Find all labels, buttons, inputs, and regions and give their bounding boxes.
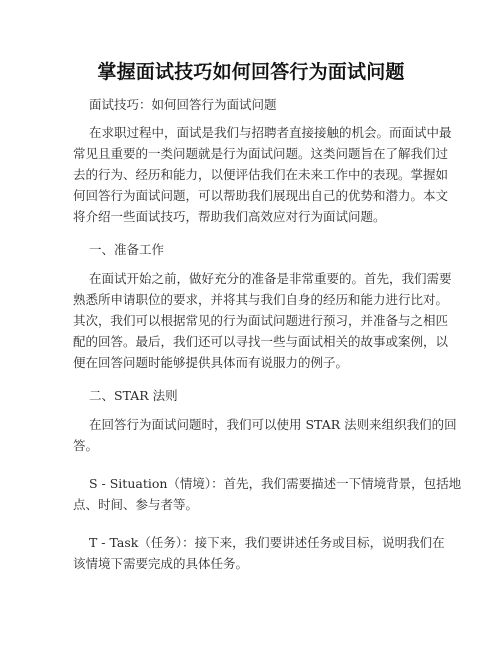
situation-line: 点、时间、参与者等。 bbox=[73, 497, 199, 512]
intro-line: 常见且重要的一类问题就是行为面试问题。这类问题旨在了解我们过 bbox=[73, 146, 449, 161]
preparation-paragraph bbox=[73, 268, 452, 373]
section-heading-preparation bbox=[89, 239, 419, 260]
section-heading-text: 一、准备工作 bbox=[89, 242, 165, 257]
preparation-line: 其次，我们可以根据常见的行为面试问题进行预习，并准备与之相匹 bbox=[73, 313, 449, 328]
subtitle bbox=[89, 94, 419, 115]
page-title: 掌握面试技巧如何回答行为面试问题 bbox=[97, 61, 405, 83]
preparation-line: 在面试开始之前，做好充分的准备是非常重要的。首先，我们需要 bbox=[89, 271, 452, 286]
intro-line: 去的行为、经历和能力，以便评估我们在未来工作中的表现。掌握如 bbox=[73, 167, 449, 182]
star-situation-paragraph bbox=[73, 473, 462, 515]
intro-paragraph bbox=[73, 122, 452, 227]
preparation-line: 熟悉所申请职位的要求，并将其与我们自身的经历和能力进行比对。 bbox=[73, 292, 449, 307]
task-line: 该情境下需要完成的具体任务。 bbox=[73, 556, 249, 571]
star-line: 在回答行为面试问题时，我们可以使用 STAR 法则来组织我们的回 bbox=[89, 417, 457, 432]
subtitle-text: 面试技巧：如何回答行为面试问题 bbox=[89, 97, 277, 112]
preparation-line: 配的回答。最后，我们还可以寻找一些与面试相关的故事或案例，以 bbox=[73, 334, 449, 349]
preparation-line: 便在回答问题时能够提供具体而有说服力的例子。 bbox=[73, 355, 349, 370]
intro-line: 何回答行为面试问题，可以帮助我们展现出自己的优势和潜力。本文 bbox=[73, 188, 449, 203]
star-task-paragraph bbox=[73, 532, 445, 574]
situation-line: S - Situation（情境）：首先，我们需要描述一下情境背景，包括地 bbox=[89, 476, 462, 491]
task-line: T - Task（任务）：接下来，我们要讲述任务或目标，说明我们在 bbox=[89, 535, 445, 550]
intro-line: 将介绍一些面试技巧，帮助我们高效应对行为面试问题。 bbox=[73, 209, 386, 224]
intro-line: 在求职过程中，面试是我们与招聘者直接接触的机会。而面试中最 bbox=[89, 125, 452, 140]
section-heading-star bbox=[89, 385, 419, 406]
star-paragraph bbox=[73, 414, 457, 456]
star-line: 答。 bbox=[73, 438, 99, 453]
section-heading-text: 二、STAR 法则 bbox=[89, 388, 178, 403]
